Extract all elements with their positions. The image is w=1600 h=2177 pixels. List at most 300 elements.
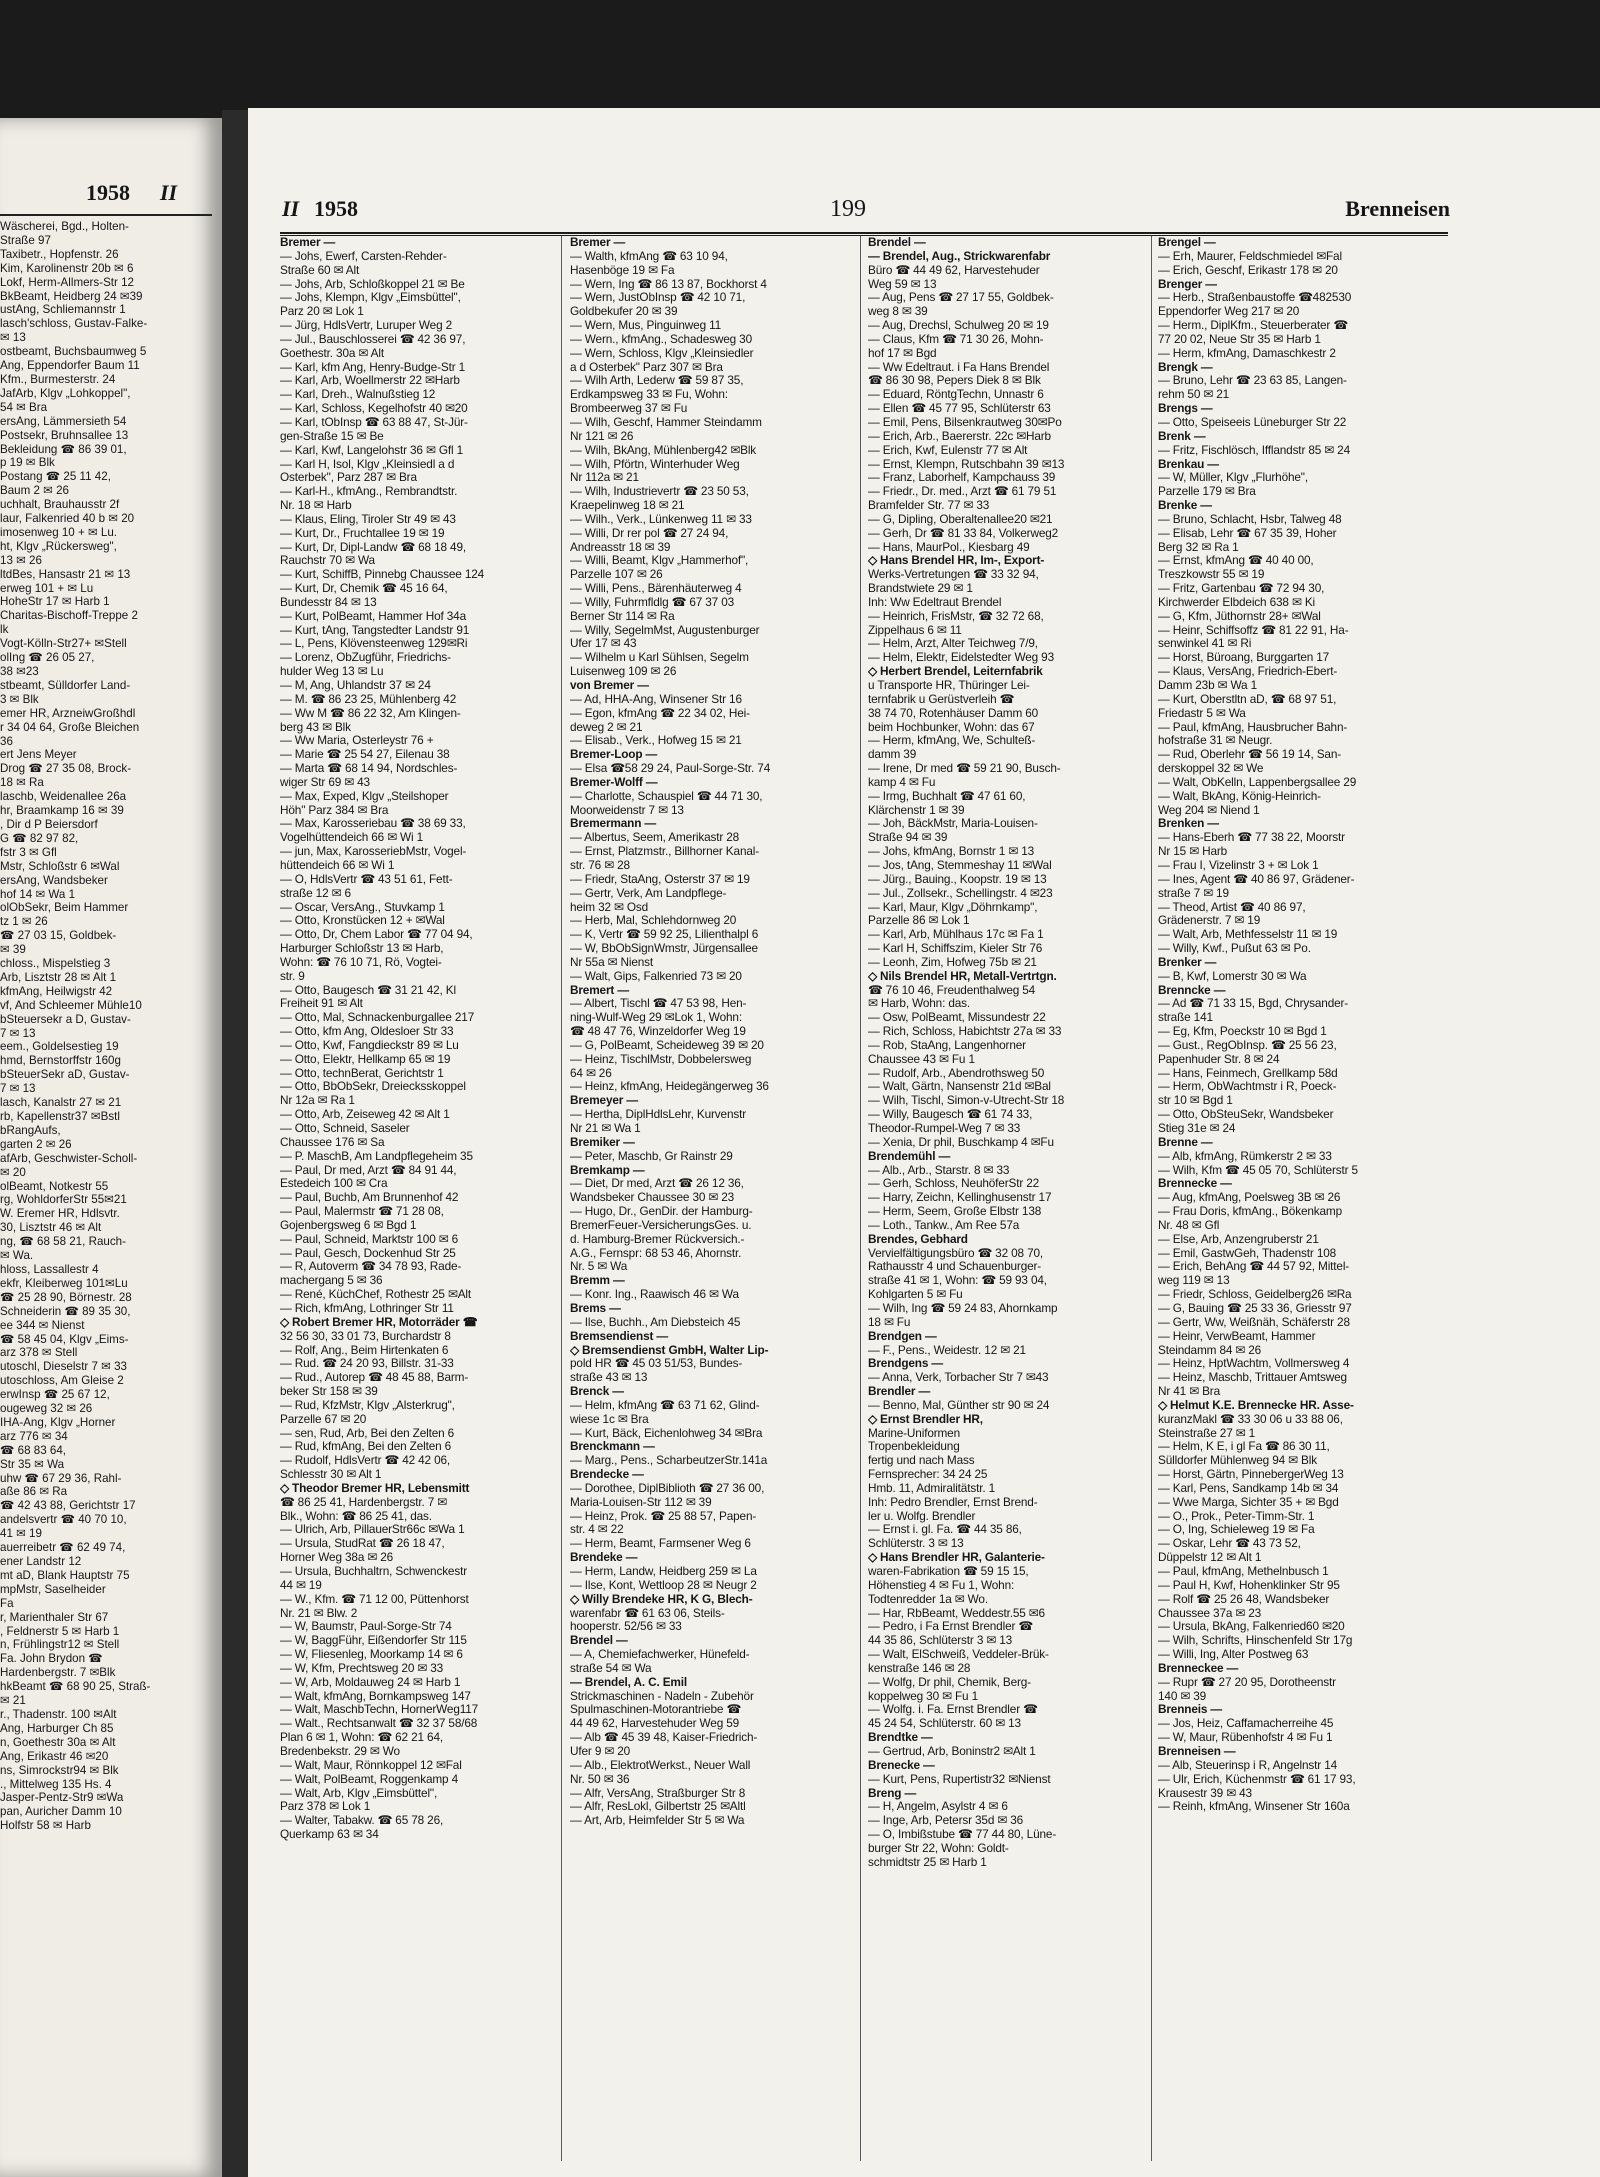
surname-heading: Brendgen — (868, 1329, 937, 1343)
directory-entry-line: A.G., Fernspr: 68 53 46, Ahornstr. (570, 1246, 742, 1260)
directory-entry-line: Fernsprecher: 34 24 25 (868, 1468, 988, 1482)
directory-entry-line: ◇ Bremsendienst GmbH, Walter Lip- (570, 1343, 769, 1357)
left-page-line: ekfr, Kleiberweg 101✉Lu (0, 1276, 128, 1290)
directory-entry-line: ◇ Willy Brendeke HR, K G, Blech- (570, 1592, 753, 1606)
left-page-line: ✉ 21 (0, 1694, 26, 1708)
directory-entry-line: — Karl H, Schiffszim, Kieler Str 76 (868, 942, 1043, 956)
directory-entry-line: ☎ 76 10 46, Freudenthalweg 54 (868, 983, 1036, 997)
directory-entry-line: Blk., Wohn: ☎ 86 25 41, das. (280, 1509, 432, 1523)
directory-entry-line: — Otto, Kwf, Fangdieckstr 89 ✉ Lu (280, 1038, 459, 1052)
directory-entry-line: — Else, Arb, Anzengruberstr 21 (1158, 1232, 1319, 1246)
directory-entry-line: — Kurt, Dr, Dipl-Landw ☎ 68 18 49, (280, 540, 466, 554)
directory-entry-line: Eppendorfer Weg 217 ✉ 20 (1158, 305, 1300, 319)
directory-entry-line: — Ernst, kfmAng ☎ 40 40 00, (1158, 554, 1314, 568)
directory-entry-line: 64 ✉ 26 (570, 1066, 612, 1080)
directory-entry-line: — Eg, Kfm, Poeckstr 10 ✉ Bgd 1 (1158, 1025, 1327, 1039)
directory-entry-line: Grädenerstr. 7 ✉ 19 (1158, 914, 1261, 928)
directory-entry-line: ✉ Harb, Wohn: das. (868, 997, 971, 1011)
directory-entry-line: — Ernst i. gl. Fa. ☎ 44 35 86, (868, 1523, 1022, 1537)
directory-entry-line: — Konr. Ing., Raawisch 46 ✉ Wa (570, 1288, 739, 1302)
directory-entry-line: Papenhuder Str. 8 ✉ 24 (1158, 1052, 1280, 1066)
left-page-line: arz 776 ✉ 34 (0, 1429, 68, 1443)
directory-entry-line: — Otto, Speiseeis Lüneburger Str 22 (1158, 415, 1347, 429)
left-page-line: Ang, Harburger Ch 85 (0, 1721, 114, 1735)
directory-entry-line: — Heinr, VerwBeamt, Hammer (1158, 1329, 1316, 1343)
directory-entry-line: weg 8 ✉ 39 (868, 305, 928, 319)
left-page-line: ☎ 27 03 15, Goldbek- (0, 929, 117, 943)
left-page-line: hloss, Lassallestr 4 (0, 1262, 99, 1276)
directory-entry-line: — Harry, Zeichn, Kellinghusenstr 17 (868, 1191, 1052, 1205)
directory-entry-line: — Karl, Arb, Mühlhaus 17c ✉ Fa 1 (868, 928, 1044, 942)
directory-entry-line: Hmb. 11, Admiralitätstr. 1 (868, 1481, 996, 1495)
left-page-line: mpMstr, Saselheider (0, 1582, 106, 1596)
directory-entry-line: — Lorenz, ObZugführ, Friedrichs- (280, 651, 451, 665)
directory-entry-line: — W, Kfm, Prechtsweg 20 ✉ 33 (280, 1661, 444, 1675)
directory-entry-line: — Walt, Gärtn, Nansenstr 21d ✉Bal (868, 1080, 1051, 1094)
directory-entry-line: berg 43 ✉ Blk (280, 720, 351, 734)
directory-entry-line: hüttendeich 66 ✉ Wi 1 (280, 858, 395, 872)
directory-entry-line: — Erich, Kwf, Eulenstr 77 ✉ Alt (868, 443, 1028, 457)
directory-entry-line: — Karl, Maur, Klgv „Döhrnkamp", (868, 900, 1038, 914)
directory-entry-line: — Heinz, Maschb, Trittauer Amtsweg (1158, 1371, 1347, 1385)
directory-entry-line: — Ulr, Erich, Küchenmstr ☎ 61 17 93, (1158, 1772, 1356, 1786)
directory-entry-line: Plan 6 ✉ 1, Wohn: ☎ 62 21 64, (280, 1731, 443, 1745)
directory-entry-line: 77 20 02, Neue Str 35 ✉ Harb 1 (1158, 332, 1321, 346)
directory-entry-line: Kraepelinweg 18 ✉ 21 (570, 499, 685, 513)
surname-heading: Brendler — (868, 1385, 931, 1399)
directory-entry-line: — Fritz, Gartenbau ☎ 72 94 30, (1158, 582, 1325, 596)
directory-entry-line: Inh: Ww Edeltraut Brendel (868, 595, 1002, 609)
directory-entry-line: — H, Angelm, Asylstr 4 ✉ 6 (868, 1800, 1008, 1814)
directory-entry-line: straße 41 ✉ 1, Wohn: ☎ 59 93 04, (868, 1274, 1047, 1288)
left-page-line: 7 ✉ 13 (0, 1026, 36, 1040)
left-page (0, 118, 222, 2177)
directory-entry-line: — Rupr ☎ 27 20 95, Dorotheenstr (1158, 1675, 1336, 1689)
directory-entry-line: ◇ Ernst Brendler HR, (868, 1412, 983, 1426)
directory-entry-line: — Max, Karosseriebau ☎ 38 69 33, (280, 817, 466, 831)
directory-entry-line: — Bruno, Schlacht, Hsbr, Talweg 48 (1158, 512, 1342, 526)
directory-entry-line: waren-Fabrikation ☎ 59 15 15, (868, 1565, 1029, 1578)
left-page-line: hof 14 ✉ Wa 1 (0, 887, 76, 901)
directory-entry-line: wiger Str 69 ✉ 43 (280, 775, 370, 789)
directory-entry-line: — Willi, Beamt, Klgv „Hammerhof", (570, 554, 749, 568)
left-page-line: Drog ☎ 27 35 08, Brock- (0, 762, 132, 776)
left-page-line: Str 35 ✉ Wa (0, 1457, 65, 1471)
directory-entry-line: — Paul, Buchb, Am Brunnenhof 42 (280, 1191, 459, 1205)
directory-entry-line: — Friedr, Schloss, Geidelberg26 ✉Ra (1158, 1288, 1352, 1302)
directory-entry-line: — Benno, Mal, Günther str 90 ✉ 24 (868, 1398, 1050, 1412)
directory-entry-line: — Walt, ObKelln, Lappenbergsallee 29 (1158, 775, 1357, 789)
directory-entry-line: — Wilh, Geschf, Hammer Steindamm (570, 415, 762, 429)
left-page-line: ., Mittelweg 135 Hs. 4 (0, 1777, 112, 1791)
left-page-line: ☎ 25 28 90, Börnestr. 28 (0, 1290, 132, 1304)
left-page-line: ener Landstr 12 (0, 1555, 82, 1568)
directory-entry-line: — Helm, kfmAng ☎ 63 71 62, Glind- (570, 1398, 760, 1412)
left-page-line: lk (0, 623, 9, 637)
left-page-line: 30, Lisztstr 46 ✉ Alt (0, 1221, 102, 1235)
directory-entry-line: — Franz, Laborhelf, Kampchauss 39 (868, 471, 1056, 485)
directory-entry-line: Bramfelder Str. 77 ✉ 33 (868, 499, 990, 513)
directory-entry-line: — Anna, Verk, Torbacher Str 7 ✉43 (868, 1371, 1049, 1385)
directory-entry-line: weg 119 ✉ 13 (1158, 1274, 1230, 1288)
surname-heading: Brenneckee — (1158, 1661, 1239, 1675)
surname-heading: Bremer-Wolff — (570, 775, 658, 789)
directory-entry-line: Ufer 17 ✉ 43 (570, 637, 637, 651)
directory-entry-line: Wohn: ☎ 76 10 71, Rö, Vogtei- (280, 955, 442, 969)
directory-entry-line: — Ww M ☎ 86 22 32, Am Klingen- (280, 706, 461, 720)
left-page-line: Lokf, Herm-Allmers-Str 12 (0, 275, 134, 289)
directory-entry-line: — Hans, Feinmech, Grellkamp 58d (1158, 1066, 1338, 1080)
directory-entry-line: — Otto, BbObSekr, Dreiecksskoppel (280, 1080, 466, 1094)
directory-entry-line: — Wilhelm u Karl Sühlsen, Segelm (570, 651, 749, 665)
directory-entry-line: Moorweidenstr 7 ✉ 13 (570, 803, 684, 817)
directory-entry-line: — Oskar, Lehr ☎ 43 73 52, (1158, 1537, 1301, 1551)
directory-entry-line: — Paul, Schneid, Marktstr 100 ✉ 6 (280, 1232, 459, 1246)
directory-entry-line: Querkamp 63 ✉ 34 (280, 1828, 379, 1842)
directory-entry-line: Parzelle 107 ✉ 26 (570, 568, 663, 582)
directory-entry-line: — M, Ang, Uhlandstr 37 ✉ 24 (280, 679, 431, 692)
directory-entry-line: Chaussee 43 ✉ Fu 1 (868, 1052, 975, 1066)
directory-entry-line: — Karl, Schloss, Kegelhofstr 40 ✉20 (280, 402, 468, 416)
directory-entry-line: Nr. 50 ✉ 36 (570, 1772, 630, 1786)
directory-entry-line: — Ines, Agent ☎ 40 86 97, Grädener- (1158, 872, 1355, 886)
surname-heading: Bremiker — (570, 1135, 635, 1149)
directory-entry-line: — Walth, kfmAng ☎ 63 10 94, (570, 249, 728, 263)
left-page-line: 18 ✉ Ra (0, 776, 44, 790)
directory-entry-line: — Albertus, Seem, Amerikastr 28 (570, 831, 740, 845)
directory-entry-line: — Rob, StaAng, Langenhorner (868, 1038, 1026, 1052)
directory-entry-line: Düppelstr 12 ✉ Alt 1 (1158, 1551, 1262, 1565)
directory-entry-line: — Max, Exped, Klgv „Steilshoper (280, 789, 449, 803)
directory-entry-line: ternfabrik u Gerüstverleih ☎ (868, 692, 1015, 706)
directory-entry-line: Stieg 31e ✉ 24 (1158, 1122, 1236, 1135)
directory-entry-line: Schlesstr 30 ✉ Alt 1 (280, 1468, 382, 1482)
surname-heading: Brendel — (868, 236, 926, 249)
left-page-line: uhw ☎ 67 29 36, Rahl- (0, 1471, 122, 1485)
directory-entry-line: — Wern., kfmAng., Schadesweg 30 (570, 332, 753, 346)
left-page-line: Charitas-Bischoff-Treppe 2 (0, 609, 138, 623)
directory-entry-line: — Irene, Dr med ☎ 59 21 90, Busch- (868, 762, 1061, 776)
directory-entry-line: — Gertr, Verk, Am Landpflege- (570, 886, 727, 900)
directory-entry-line: pold HR ☎ 45 03 51/53, Bundes- (570, 1357, 743, 1371)
directory-entry-line: Theodor-Rumpel-Weg 7 ✉ 33 (868, 1122, 1021, 1135)
directory-entry-line: str. 76 ✉ 28 (570, 858, 630, 872)
directory-entry-line: — Otto, Arb, Zeiseweg 42 ✉ Alt 1 (280, 1108, 450, 1122)
left-page-line: hmd, Bernstorffstr 160g (0, 1054, 121, 1068)
directory-entry-line: — Ad, HHA-Ang, Winsener Str 16 (570, 692, 742, 706)
directory-entry-line: — Herm, kfmAng, We, Schulteß- (868, 734, 1036, 748)
directory-entry-line: — K, Vertr ☎ 59 92 25, Lilienthalpl 6 (570, 928, 759, 942)
left-page-line: hr, Braamkamp 16 ✉ 39 (0, 804, 124, 818)
directory-entry-line: — Aug, kfmAng, Poelsweg 3B ✉ 26 (1158, 1191, 1341, 1205)
directory-entry-line: — Wilh, Industrievertr ☎ 23 50 53, (570, 485, 749, 499)
surname-heading: Brengel — (1158, 236, 1216, 249)
column-divider (1151, 236, 1152, 2161)
directory-entry-line: ◇ Herbert Brendel, Leiternfabrik (868, 665, 1043, 679)
surname-heading: Brenckmann — (570, 1440, 655, 1454)
directory-entry-line: Spulmaschinen-Motorantriebe ☎ (570, 1703, 741, 1717)
directory-entry-line: — Hans-Eberh ☎ 77 38 22, Moorstr (1158, 831, 1345, 845)
directory-entry-line: 32 56 30, 33 01 73, Burchardstr 8 (280, 1329, 451, 1343)
left-page-line: fstr 3 ✉ Gfl (0, 845, 57, 859)
left-page-line: Mstr, Schloßstr 6 ✉Wal (0, 859, 120, 873)
directory-entry-line: Kirchwerder Elbdeich 638 ✉ Ki (1158, 595, 1316, 609)
left-page-line: garten 2 ✉ 26 (0, 1137, 72, 1151)
directory-entry-line: Parzelle 67 ✉ 20 (280, 1412, 367, 1426)
directory-entry-line: — Wilh, Tischl, Simon-v-Utrecht-Str 18 (868, 1094, 1065, 1108)
directory-entry-line: — Wilh., Verk., Lünkenweg 11 ✉ 33 (570, 512, 752, 526)
directory-entry-line: ler u. Wolfg. Brendler (868, 1509, 976, 1523)
directory-entry-line: — Willi, Dr rer pol ☎ 27 24 94, (570, 526, 729, 540)
directory-entry-line: kenstraße 146 ✉ 28 (868, 1661, 971, 1675)
directory-entry-line: Nr 21 ✉ Wa 1 (570, 1122, 641, 1135)
directory-entry-line: Berner Str 114 ✉ Ra (570, 609, 675, 623)
directory-entry-line: ning-Wulf-Weg 29 ✉Lok 1, Wohn: (570, 1011, 742, 1025)
surname-heading: Brenk — (1158, 429, 1206, 443)
left-page-line: 3 ✉ Blk (0, 692, 39, 706)
directory-entry-line: — Ernst, Platzmstr., Billhorner Kanal- (570, 845, 760, 859)
directory-entry-line: — Otto, Mal, Schnackenburgallee 217 (280, 1011, 475, 1025)
directory-entry-line: — Willi, Ing, Alter Postweg 63 (1158, 1648, 1309, 1662)
directory-entry-line: — Alb., ElektrotWerkst., Neuer Wall (570, 1758, 751, 1772)
directory-entry-line: — Karl, Pens, Sandkamp 14b ✉ 34 (1158, 1481, 1339, 1495)
page-number: 199 (830, 196, 866, 222)
surname-heading: Brendecke — (570, 1468, 644, 1482)
directory-entry-line: Klärchenstr 1 ✉ 39 (868, 803, 965, 817)
left-page-line: bSteuerSekr aD, Gustav- (0, 1068, 130, 1082)
directory-entry-line: Nr. 48 ✉ Gfl (1158, 1218, 1220, 1232)
left-page-line: , Dir d P Beiersdorf (0, 817, 98, 831)
directory-entry-line: — Alfr, ResLokl, Gilbertstr 25 ✉Altl (570, 1800, 746, 1814)
directory-entry-line: Berg 32 ✉ Ra 1 (1158, 540, 1239, 554)
directory-entry-line: — Wilh, Ing ☎ 59 24 83, Ahornkamp (868, 1301, 1058, 1315)
directory-entry-line: 44 ✉ 19 (280, 1578, 322, 1592)
directory-entry-line: — Heinz, Prok. ☎ 25 88 57, Papen- (570, 1509, 757, 1523)
directory-entry-line: — L, Pens, Klövensteenweg 129✉Ri (280, 637, 468, 651)
directory-entry-line: straße 12 ✉ 6 (280, 886, 351, 900)
left-page-line: lasch'schloss, Gustav-Falke- (0, 317, 148, 331)
directory-entry-line: — Rich, kfmAng, Lothringer Str 11 (280, 1301, 454, 1315)
directory-entry-line: Werks-Vertretungen ☎ 33 32 94, (868, 568, 1039, 582)
directory-entry-line: — Hans, MaurPol., Kiesbarg 49 (868, 540, 1030, 554)
directory-entry-line: d. Hamburg-Bremer Rückversich.- (570, 1232, 745, 1246)
directory-entry-line: — W, Müller, Klgv „Flurhöhe", (1158, 471, 1308, 485)
left-page-line: auerreibetr ☎ 62 49 74, (0, 1541, 126, 1555)
directory-entry-line: — Jürg., Bauing., Koopstr. 19 ✉ 13 (868, 872, 1047, 886)
left-page-line: bSteuersekr a D, Gustav- (0, 1012, 131, 1026)
directory-entry-line: — Ww Edeltraut. i Fa Hans Brendel (868, 360, 1050, 374)
directory-entry-line: fertig und nach Mass (868, 1454, 975, 1468)
directory-entry-line: Höhenstieg 4 ✉ Fu 1, Wohn: (868, 1578, 1015, 1592)
directory-entry-line: — Heinrich, FrisMstr, ☎ 32 72 68, (868, 609, 1044, 623)
directory-entry-line: Kohlgarten 5 ✉ Fu (868, 1288, 963, 1302)
directory-entry-line: — Eduard, RöntgTechn, Unnastr 6 (868, 388, 1044, 402)
surname-heading: Breng — (868, 1786, 917, 1800)
directory-entry-line: — Wilh, Schrifts, Hinschenfeld Str 17g (1158, 1634, 1353, 1648)
left-page-line: r 34 04 64, Große Bleichen (0, 720, 140, 734)
page-keyword: Brenneisen (1345, 196, 1450, 221)
directory-entry-line: — Gertr, Ww, Weißnäh, Schäferstr 28 (1158, 1315, 1350, 1329)
page-volume: II (282, 196, 300, 221)
directory-entry-line: — O., Prok., Peter-Timm-Str. 1 (1158, 1509, 1315, 1523)
directory-entry-line: — Kurt, Dr., Fruchtallee 19 ✉ 19 (280, 526, 445, 540)
directory-entry-line: — Leonh, Zim, Hofweg 75b ✉ 21 (868, 955, 1037, 969)
directory-entry-line: — sen, Rud, Arb, Bei den Zelten 6 (280, 1426, 455, 1440)
directory-entry-line: Estedeich 100 ✉ Cra (280, 1177, 388, 1191)
directory-entry-line: Horner Weg 38a ✉ 26 (280, 1551, 394, 1565)
directory-entry-line: Goldbekufer 20 ✉ 39 (570, 305, 678, 319)
left-page-line: ersAng, Lämmersieth 54 (0, 414, 127, 428)
left-page-line: n, Frühlingstr12 ✉ Stell (0, 1638, 120, 1652)
directory-entry-line: — Johs, Ewerf, Carsten-Rehder- (280, 249, 447, 263)
directory-entry-line: Gojenbergsweg 6 ✉ Bgd 1 (280, 1218, 417, 1232)
directory-entry-line: Maria-Louisen-Str 112 ✉ 39 (570, 1495, 712, 1509)
directory-entry-line: — Otto, Baugesch ☎ 31 21 42, Kl (280, 983, 456, 997)
left-page-line: imosenweg 10 + ✉ Lu. (0, 525, 118, 539)
directory-entry-line: — Wilh Arth, Lederw ☎ 59 87 35, (570, 374, 744, 388)
left-page-line: rb, Kapellenstr37 ✉Bstl (0, 1110, 120, 1123)
directory-entry-line: — Otto, Dr, Chem Labor ☎ 77 04 94, (280, 928, 473, 942)
directory-entry-line: Vogelhüttendeich 66 ✉ Wi 1 (280, 831, 424, 845)
left-page-line: 38 ✉23 (0, 665, 39, 678)
surname-heading: Brenecke — (868, 1758, 935, 1772)
left-page-line: emer HR, ArzneiwGroßhdl (0, 706, 136, 720)
directory-entry-line: — W, Maur, Rübenhofstr 4 ✉ Fu 1 (1158, 1731, 1333, 1745)
left-page-line: ougeweg 32 ✉ 26 (0, 1402, 93, 1416)
left-page-line: Arb, Lisztstr 28 ✉ Alt 1 (0, 970, 117, 984)
directory-entry-line: — René, KüchChef, Rothestr 25 ✉Alt (280, 1288, 472, 1302)
left-page-line: chloss., Mispelstieg 3 (0, 957, 111, 971)
directory-entry-line: — Heinz, HptWachtm, Vollmersweg 4 (1158, 1357, 1350, 1371)
directory-entry-line: — Herb., Straßenbaustoffe ☎482530 (1158, 291, 1352, 305)
directory-entry-line: — Rudolf, HdlsVertr ☎ 42 42 06, (280, 1454, 451, 1468)
directory-entry-line: — Kurt, Oberstltn aD, ☎ 68 97 51, (1158, 692, 1337, 706)
directory-entry-line: — Wolfg, Dr phil, Chemik, Berg- (868, 1675, 1031, 1689)
directory-entry-line: — Walt, ElSchweiß, Veddeler-Brük- (868, 1648, 1049, 1662)
directory-entry-line: — Hugo, Dr., GenDir. der Hamburg- (570, 1205, 753, 1219)
directory-entry-line: — O, Imbißstube ☎ 77 44 80, Lüne- (868, 1828, 1057, 1842)
surname-heading: Brems — (570, 1301, 621, 1315)
directory-entry-line: — Emil, Pens, Bilsenkrautweg 30✉Po (868, 415, 1062, 429)
surname-heading: Bremer-Loop — (570, 748, 658, 762)
directory-entry-line: — Frau I, Vizelinstr 3 + ✉ Lok 1 (1158, 858, 1319, 872)
directory-entry-line: — Ilse, Kont, Wettloop 28 ✉ Neugr 2 (570, 1578, 757, 1592)
left-page-line: ng, ☎ 68 58 21, Rauch- (0, 1235, 126, 1249)
directory-entry-line: — Ad ☎ 71 33 15, Bgd, Chrysander- (1158, 997, 1349, 1011)
directory-entry-line: 140 ✉ 39 (1158, 1689, 1207, 1703)
left-page-line: ☎ 58 45 04, Klgv „Eims- (0, 1332, 129, 1346)
directory-entry-line: — Elsa ☎58 29 24, Paul-Sorge-Str. 74 (570, 762, 771, 776)
directory-entry-line: Damm 23b ✉ Wa 1 (1158, 679, 1257, 692)
directory-entry-line: — Herm, Beamt, Farmsener Weg 6 (570, 1537, 751, 1551)
left-page-line: utoschl, Dieselstr 7 ✉ 33 (0, 1360, 127, 1374)
left-page-line: Jasper-Pentz-Str9 ✉Wa (0, 1791, 124, 1805)
directory-entry-line: — Rudolf, Arb., Abendrothsweg 50 (868, 1066, 1045, 1080)
directory-entry-line: Nr 15 ✉ Harb (1158, 845, 1228, 859)
directory-entry-line: — Heinz, TischlMstr, Dobbelersweg (570, 1052, 752, 1066)
left-page-line: Postang ☎ 25 11 42, (0, 470, 111, 484)
directory-entry-line: 45 24 54, Schlüterstr. 60 ✉ 13 (868, 1717, 1021, 1731)
directory-entry-line: Nr. 5 ✉ Wa (570, 1260, 628, 1274)
left-page-line: ltdBes, Hansastr 21 ✉ 13 (0, 567, 131, 581)
directory-entry-line: Nr. 21 ✉ Blw. 2 (280, 1606, 358, 1620)
directory-entry-line: Nr. 18 ✉ Harb (280, 499, 352, 513)
directory-entry-line: — Ilse, Buchh., Am Diebsteich 45 (570, 1315, 741, 1329)
directory-entry-line: — Kurt, PolBeamt, Hammer Hof 34a (280, 609, 466, 623)
directory-entry-line: — jun, Max, KarosseriebMstr, Vogel- (280, 845, 467, 859)
directory-entry-line: ☎ 48 47 76, Winzeldorfer Weg 19 (570, 1025, 746, 1039)
directory-entry-line: Luisenweg 109 ✉ 26 (570, 665, 677, 679)
surname-heading: Bremer — (280, 236, 336, 249)
surname-heading: Brendemühl — (868, 1149, 951, 1163)
directory-entry-line: hooperstr. 52/56 ✉ 33 (570, 1620, 682, 1634)
directory-entry-line: — Wern, Ing ☎ 86 13 87, Bockhorst 4 (570, 277, 767, 291)
left-page-line: 36 (0, 734, 13, 748)
directory-entry-line: — Walt, Maur, Rönnkoppel 12 ✉Fal (280, 1758, 462, 1772)
left-page-line: laschb, Weidenallee 26a (0, 790, 127, 804)
directory-entry-line: — Ulrich, Arb, PillauerStr66c ✉Wa 1 (280, 1523, 465, 1537)
directory-entry-line: Nr 112a ✉ 21 (570, 471, 639, 485)
directory-entry-line: — Har, RbBeamt, Weddestr.55 ✉6 (868, 1606, 1045, 1620)
directory-entry-line: — Alb., Arb., Starstr. 8 ✉ 33 (868, 1163, 1010, 1177)
directory-entry-line: — Karl, Kwf, Langelohstr 36 ✉ Gfl 1 (280, 443, 463, 457)
directory-entry-line: — W, Baumstr, Paul-Sorge-Str 74 (280, 1620, 452, 1634)
directory-entry-line: — Gerh, Schloss, NeuhöferStr 22 (868, 1177, 1040, 1191)
directory-entry-line: Parzelle 179 ✉ Bra (1158, 485, 1256, 499)
directory-entry-line: Bredenbekstr. 29 ✉ Wo (280, 1744, 400, 1758)
surname-heading: Bremm — (570, 1274, 625, 1288)
left-page-line: Bekleidung ☎ 86 39 01, (0, 442, 127, 456)
directory-entry-line: rehm 50 ✉ 21 (1158, 388, 1230, 402)
directory-entry-line: — Paul H, Kwf, Hohenklinker Str 95 (1158, 1578, 1340, 1592)
left-page-line: ee 344 ✉ Nienst (0, 1318, 85, 1332)
directory-entry-line: — Peter, Maschb, Gr Rainstr 29 (570, 1149, 733, 1163)
surname-heading: Brennecke — (1158, 1177, 1232, 1191)
directory-entry-line: — R, Autoverm ☎ 34 78 93, Rade- (280, 1260, 462, 1274)
directory-entry-line: — Gerh, Dr ☎ 81 33 84, Volkerweg2 (868, 526, 1059, 540)
directory-entry-line: — Willy, Fuhrmfldlg ☎ 67 37 03 (570, 595, 735, 609)
left-page-line: uchhalt, Brauhausstr 2f (0, 498, 120, 512)
directory-entry-line: Wandsbeker Chaussee 30 ✉ 23 (570, 1191, 735, 1205)
directory-entry-line: — Rud. ☎ 24 20 93, Billstr. 31-33 (280, 1357, 454, 1371)
left-page-line: Baum 2 ✉ 26 (0, 484, 70, 498)
directory-entry-line: — G, PolBeamt, Scheideweg 39 ✉ 20 (570, 1038, 764, 1052)
directory-entry-line: — Karl-H., kfmAng., Rembrandtstr. (280, 485, 458, 499)
directory-entry-line: ◇ Nils Brendel HR, Metall-Vertrtgn. (868, 969, 1057, 983)
directory-entry-line: — Kurt, SchiffB, Pinnebg Chaussee 124 (280, 568, 485, 582)
left-page-line: Hardenbergstr. 7 ✉Blk (0, 1666, 116, 1680)
directory-entry-line: — Osw, PolBeamt, Missundestr 22 (868, 1011, 1046, 1025)
surname-heading: Brendgens — (868, 1357, 944, 1371)
directory-entry-line: — Horst, Büroang, Burggarten 17 (1158, 651, 1330, 665)
directory-entry-line: schmidtstr 25 ✉ Harb 1 (868, 1855, 987, 1869)
directory-entry-line: — Alb, kfmAng, Rümkerstr 2 ✉ 33 (1158, 1149, 1332, 1163)
directory-entry-line: Sülldorfer Mühlenweg 94 ✉ Blk (1158, 1454, 1317, 1468)
directory-entry-line: — Walter, Tabakw. ☎ 65 78 26, (280, 1814, 444, 1828)
directory-entry-line: ◇ Helmut K.E. Brennecke HR. Asse- (1158, 1398, 1354, 1412)
directory-entry-line: — M. ☎ 86 23 25, Mühlenberg 42 (280, 692, 457, 706)
directory-entry-line: — Alfr, VersAng, Straßburger Str 8 (570, 1786, 746, 1800)
directory-entry-line: — Irmg, Buchhalt ☎ 47 61 60, (868, 789, 1026, 803)
directory-entry-line: — Rolf, Ang., Beim Hirtenkaten 6 (280, 1343, 449, 1357)
directory-entry-line: — Erich, Geschf, Erikastr 178 ✉ 20 (1158, 263, 1338, 277)
left-page-line: ✉ 39 (0, 943, 26, 957)
left-page-line: 41 ✉ 19 (0, 1527, 42, 1541)
directory-entry-line: — Friedr, StaAng, Osterstr 37 ✉ 19 (570, 872, 750, 886)
directory-entry-line: Parz 378 ✉ Lok 1 (280, 1800, 371, 1814)
left-page-line: Postsekr, Bruhnsallee 13 (0, 428, 129, 442)
left-page-line: ersAng, Wandsbeker (0, 873, 108, 887)
